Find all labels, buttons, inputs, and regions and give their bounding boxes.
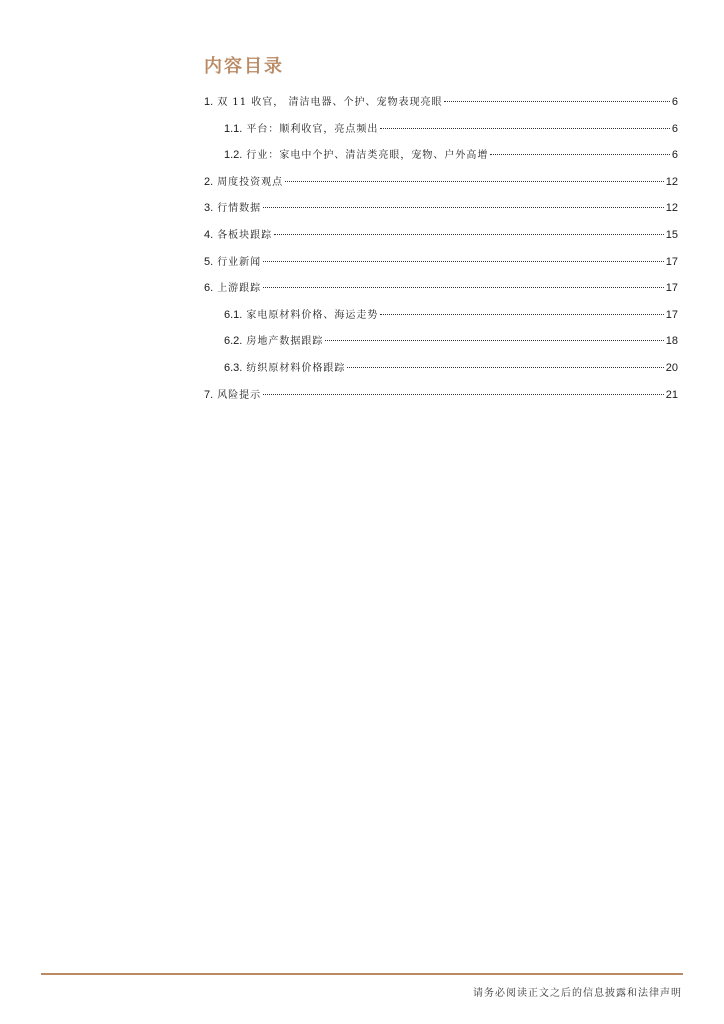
toc-entry-number: 5.: [204, 255, 214, 268]
footer-divider: [41, 973, 683, 975]
toc-entry-3[interactable]: [204, 195, 678, 222]
toc-leader-dots: [263, 207, 664, 208]
toc-entry-number: 6.: [204, 282, 214, 295]
toc-entry-number: 6.3.: [224, 361, 243, 374]
toc-entry-text: 上游跟踪: [217, 283, 262, 295]
toc-entry-text: 行业新闻: [217, 256, 262, 268]
toc-entry-text: 平台：顺利收官，亮点频出: [246, 123, 379, 135]
toc-entry-page: 17: [665, 255, 678, 268]
page-title: 内容目录: [204, 56, 284, 77]
footer-disclaimer: 请务必阅读正文之后的信息披露和法律声明: [473, 988, 682, 999]
toc-leader-dots: [263, 261, 664, 262]
toc-entry-text: 纺织原材料价格跟踪: [246, 362, 346, 374]
toc-entry-5[interactable]: [204, 249, 678, 276]
toc-entry-page: 20: [665, 361, 678, 374]
toc-entry-1[interactable]: [204, 89, 678, 116]
toc-entry-number: 6.2.: [224, 335, 243, 348]
toc-leader-dots: [263, 394, 664, 395]
toc-entry-number: 1.1.: [224, 122, 243, 135]
toc-entry-page: 17: [665, 308, 678, 321]
toc-leader-dots: [263, 287, 664, 288]
toc-leader-dots: [325, 340, 663, 341]
toc-entry-text: 双 11 收官， 清洁电器、个护、宠物表现亮眼: [217, 97, 443, 108]
toc-entry-text: 风险提示: [217, 389, 262, 401]
toc-entry-text: 周度投资观点: [217, 176, 284, 188]
toc-entry-7[interactable]: [204, 382, 678, 409]
toc-leader-dots: [380, 314, 663, 315]
toc-entry-number: 1.: [204, 96, 214, 108]
toc-entry-page: 12: [665, 202, 678, 215]
toc-leader-dots: [490, 154, 670, 155]
toc-entry-text: 各板块跟踪: [217, 229, 273, 241]
toc-entry-6[interactable]: [204, 275, 678, 302]
toc-entry-page: 6: [671, 122, 678, 135]
toc-entry-page: 6: [671, 149, 678, 162]
toc-entry-6-2[interactable]: [204, 328, 678, 355]
toc-entry-text: 家电原材料价格、海运走势: [246, 309, 379, 321]
toc-entry-page: 12: [665, 175, 678, 188]
toc-entry-6-3[interactable]: [204, 355, 678, 382]
toc-leader-dots: [380, 128, 670, 129]
toc-entry-number: 6.1.: [224, 308, 243, 321]
toc-entry-6-1[interactable]: [204, 302, 678, 329]
toc-leader-dots: [285, 181, 664, 182]
toc-entry-1-1[interactable]: [204, 116, 678, 143]
toc-entry-number: 4.: [204, 228, 214, 241]
toc-leader-dots: [444, 101, 669, 102]
toc-leader-dots: [347, 367, 663, 368]
table-of-contents: [204, 89, 678, 408]
toc-entry-1-2[interactable]: [204, 142, 678, 169]
toc-entry-2[interactable]: [204, 169, 678, 196]
toc-entry-page: 21: [665, 388, 678, 401]
toc-entry-page: 17: [665, 282, 678, 295]
toc-entry-text: 房地产数据跟踪: [246, 336, 324, 348]
toc-entry-number: 1.2.: [224, 149, 243, 162]
toc-entry-text: 行业：家电中个护、清洁类亮眼，宠物、户外高增: [246, 150, 489, 162]
toc-entry-page: 15: [665, 228, 678, 241]
toc-entry-4[interactable]: [204, 222, 678, 249]
toc-entry-number: 2.: [204, 175, 214, 188]
toc-leader-dots: [274, 234, 664, 235]
toc-entry-page: 18: [665, 335, 678, 348]
toc-entry-page: 6: [671, 96, 678, 108]
toc-entry-number: 3.: [204, 202, 214, 215]
toc-entry-number: 7.: [204, 388, 214, 401]
toc-entry-text: 行情数据: [217, 203, 262, 215]
